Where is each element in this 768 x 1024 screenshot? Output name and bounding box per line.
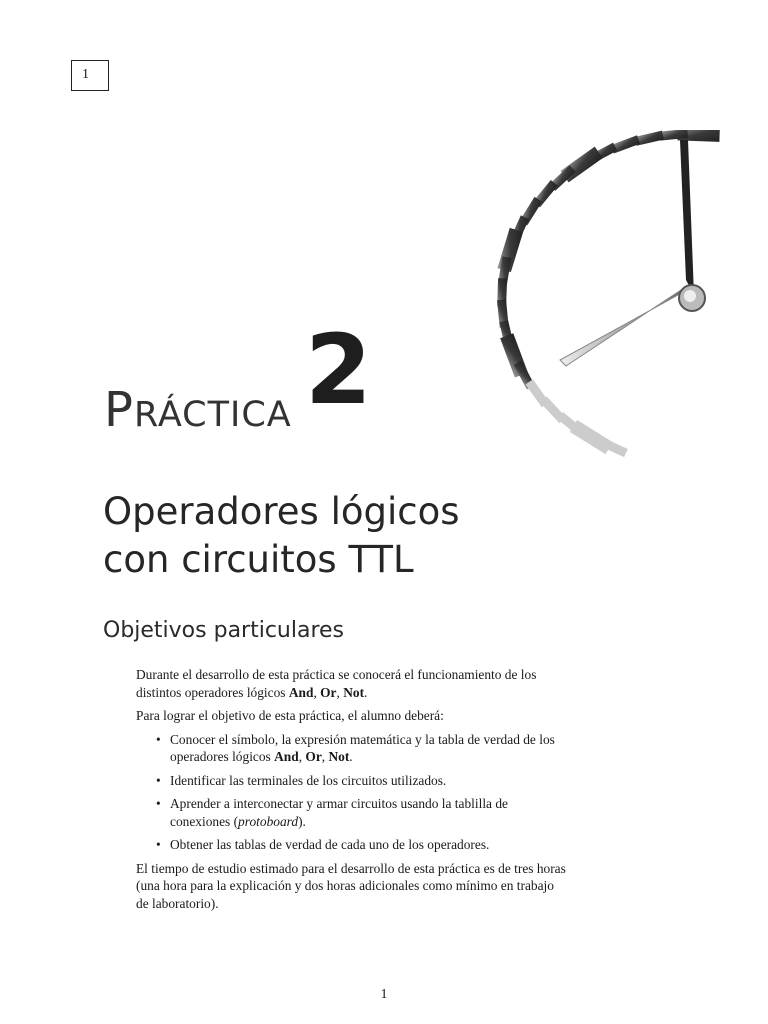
section-heading: Objetivos particulares [103,618,345,643]
operator-and: And [288,684,314,700]
operator-or: Or [320,684,337,700]
main-title [103,488,553,584]
list-item: • Obtener las tablas de verdad de cada uno de los operadores. [154,836,566,854]
objectives-list [136,731,566,854]
clock-icon [420,130,720,470]
title-line-1: Operadores lógicos [103,490,460,533]
operator-not: Not [343,684,365,700]
paragraph-time: El tiempo de estudio estimado para el desarrollo de esta práctica es de tres horas (una hora para la explicación y dos horas adicionales como mínimo en trabajo de laboratorio). [136,860,566,911]
list-item: • Identificar las terminales de los circuitos utilizados. [154,772,566,790]
paragraph-intro: Durante el desarrollo de esta práctica se conocerá el funcionamiento de los distintos operadores lógicos And, Or, Not. [136,667,537,700]
footer-page-number: 1 [380,987,388,1002]
paragraph-intro-text: Durante el desarrollo de esta práctica se conocerá el funcionamiento de los distintos operadores lógicos [136,667,537,700]
operator-and: And [274,749,299,764]
chapter-number: 2 [305,314,372,426]
title-line-2: con circuitos TTL [103,538,414,581]
list-item-text: Conocer el símbolo, la expresión matemática y la tabla de verdad de los operadores lógicos [170,731,555,764]
protoboard-term: protoboard [238,813,299,829]
list-item: • Conocer el símbolo, la expresión matemática y la tabla de verdad de los operadores lógicos And, Or, Not. [154,731,566,766]
chapter-label-rest: RÁCTICA [133,395,292,435]
operator-or: Or [305,749,322,764]
operator-not: Not [328,749,350,764]
chapter-label-initial: P [104,382,134,438]
page-number-box-text: 1 [82,67,89,82]
paragraph-objective: Para lograr el objetivo de esta práctica, el alumno deberá: [136,708,444,723]
list-item-text: Aprender a interconectar y armar circuitos usando la tablilla de conexiones ( [170,796,508,829]
clock-tick [599,437,628,457]
list-item-end: ). [298,813,306,829]
chapter-label [104,382,292,438]
list-item [154,795,566,830]
body-text [136,666,566,918]
page-number-box [71,60,109,91]
